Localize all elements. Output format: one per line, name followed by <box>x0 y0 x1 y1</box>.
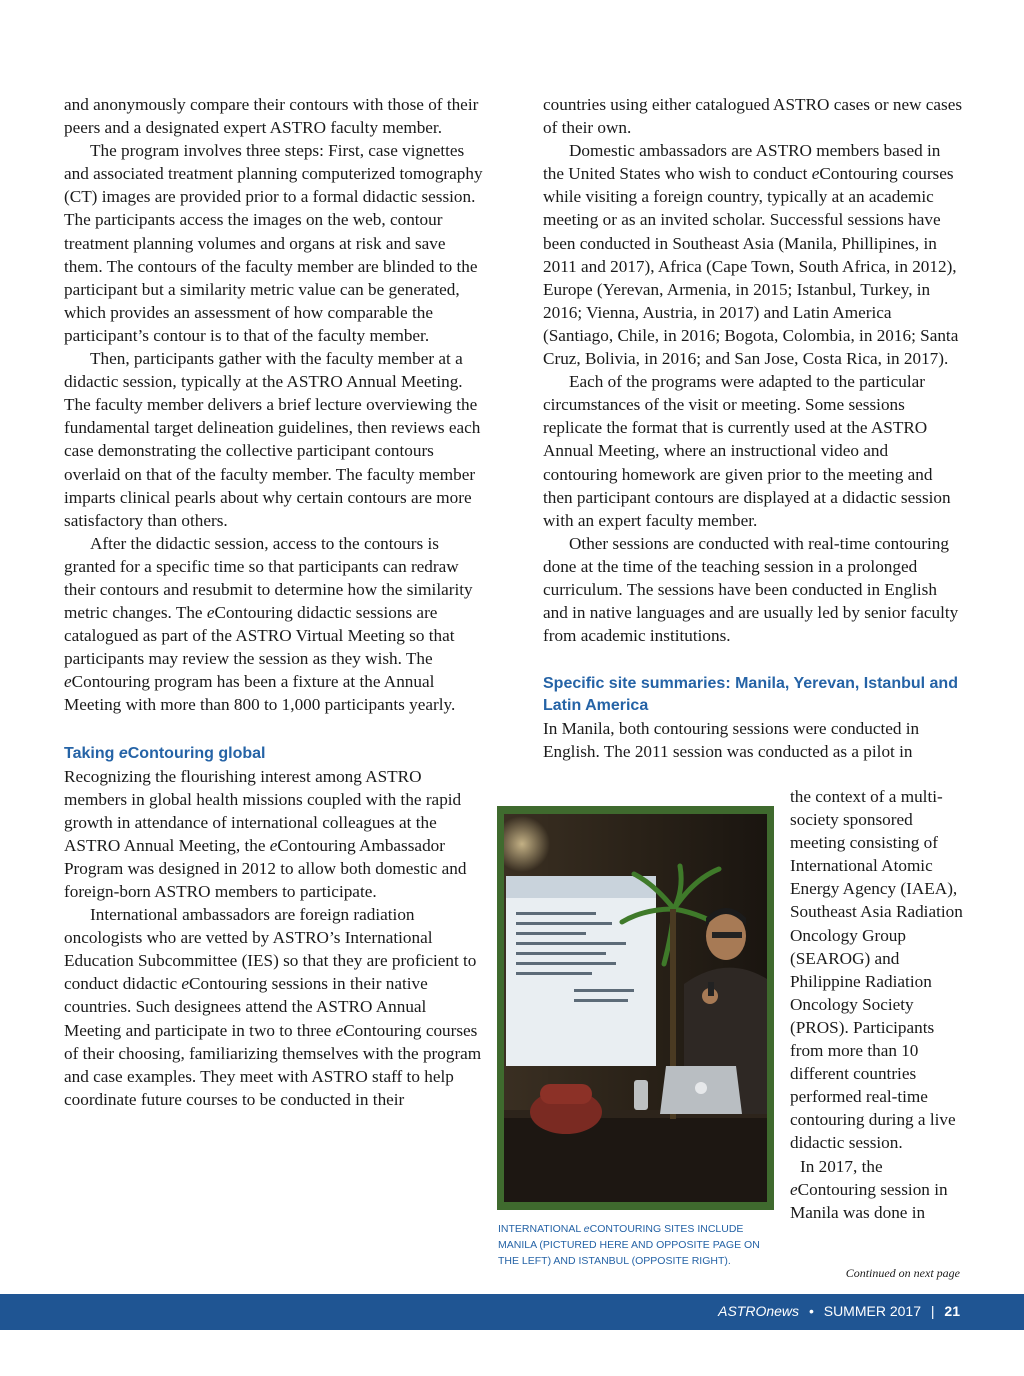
body-paragraph: In Manila, both contouring sessions were conducted in English. The 2011 session was conducted as a pilot in <box>543 719 920 762</box>
e-letter: e <box>790 1179 798 1199</box>
e-letter: e <box>118 744 128 762</box>
left-column <box>64 93 484 1111</box>
heading-run: Taking <box>64 744 119 762</box>
text-run: Contouring program has been a fixture at the Annual Meeting with more than 800 to 1,000 participants yearly. <box>64 672 456 715</box>
body-paragraph <box>64 532 484 717</box>
e-letter: e <box>583 1223 590 1235</box>
e-letter: e <box>64 672 72 692</box>
text-run: After the didactic session, access to the contours is granted for a specific time so that participants can redraw their contours and resubmit to determine how the similarity metric changes. The <box>64 533 473 623</box>
footer-bullet: • <box>808 1303 814 1319</box>
caption-run: CONTOURING SITES INCLUDE MANILA (PICTURED HERE AND OPPOSITE PAGE ON THE LEFT) AND ISTANBUL (OPPOSITE RIGHT). <box>498 1223 760 1267</box>
body-paragraph: Then, participants gather with the faculty member at a didactic session, typically at the ASTRO Annual Meeting. The faculty member delivers a brief lecture overviewing the fundamental target delineation guidelines, then reviews each case demonstrating the collective participant contours overlaid on that of the faculty member. The faculty member imparts clinical pearls about why certain contours are more satisfactory than others. <box>64 349 481 530</box>
body-paragraph <box>543 139 963 370</box>
section-heading <box>64 743 484 765</box>
text-run: Domestic ambassadors are ASTRO members based in the United States who wish to conduct <box>543 141 941 184</box>
body-paragraph: The program involves three steps: First, case vignettes and associated treatment planning computerized tomography (CT) images are provided prior to a formal didactic session. The participants access the images on the web, contour treatment planning volumes and organs at risk and save them. The contours of the faculty member are blinded to the participant but a similarity metric value can be generated, which provides an assessment of how comparable the participant’s contour is to that of the faculty member. <box>64 141 483 345</box>
continued-note: Continued on next page <box>845 1266 960 1280</box>
right-column <box>543 93 963 763</box>
section-heading: Specific site summaries: Manila, Yerevan, Istanbul and Latin America <box>543 675 958 715</box>
body-paragraph <box>790 1155 970 1224</box>
body-paragraph <box>64 903 484 1111</box>
text-run: Recognizing the flourishing interest among ASTRO members in global health missions coupled with the rapid growth in attendance of international colleagues at the ASTRO Annual Meeting, the <box>64 766 462 855</box>
text-run: Contouring courses while visiting a foreign country, typically at an academic meeting or as an invited scholar. Successful sessions have been conducted in Southeast Asia (Manila, Phillipines, in 2011 and 2017), Africa (Cape Town, South Africa, in 2012), Europe (Yerevan, Armenia, in 2015; Istanbul, Turkey, in 2016; Vienna, Austria, in 2017) and Latin America (Santiago, Chile, in 2016; Bogota, Colombia, in 2016; Santa Cruz, Bolivia, in 2016; and San Jose, Costa Rica, in 2017). <box>543 164 959 369</box>
issue-label: SUMMER 2017 <box>823 1303 921 1319</box>
e-letter: e <box>811 164 820 184</box>
e-letter: e <box>181 974 190 994</box>
body-paragraph <box>64 765 484 904</box>
photo-frame <box>497 806 774 1210</box>
e-letter: e <box>269 835 278 855</box>
publication-name: ASTROnews <box>718 1303 800 1319</box>
page-number: 21 <box>944 1303 960 1319</box>
text-run: Contouring courses of their choosing, familiarizing themselves with the program and case examples. They meet with ASTRO staff to help coordinate future courses to be conducted in their <box>64 1020 482 1109</box>
text-run: International ambassadors are foreign radiation oncologists who are vetted by ASTRO’s International Education Subcommittee (IES) so that they are proficient to conduct didactic <box>64 905 477 994</box>
body-paragraph: countries using either catalogued ASTRO cases or new cases of their own. <box>543 95 963 138</box>
photo-illustration <box>504 814 767 1202</box>
caption-run: INTERNATIONAL <box>498 1223 584 1235</box>
body-paragraph: Other sessions are conducted with real-time contouring done at the time of the teaching session in a prolonged curriculum. The sessions have been conducted in English and in native languages and are usually led by senior faculty from academic institutions. <box>543 533 959 646</box>
body-paragraph: the context of a multi-society sponsored meeting consisting of International Atomic Energy Agency (IAEA), Southeast Asia Radiation Oncology Group (SEAROG) and Philippine Radiation Oncology Society (PROS). Participants from more than 10 different countries performed real-time contouring during a live didactic session. <box>790 787 963 1153</box>
footer <box>718 1303 960 1319</box>
photo-caption <box>498 1221 768 1269</box>
text-run: Contouring didactic sessions are catalogued as part of the ASTRO Virtual Meeting so that participants may review the session as they wish. The <box>64 603 455 669</box>
body-paragraph: and anonymously compare their contours with those of their peers and a designated expert ASTRO faculty member. <box>64 95 479 138</box>
text-run: Contouring session in Manila was done in <box>790 1179 948 1222</box>
wrapped-text <box>790 785 970 1224</box>
e-letter: e <box>335 1020 344 1040</box>
speaker-photo <box>504 814 767 1202</box>
e-letter: e <box>206 603 215 623</box>
text-run: Contouring sessions in their native countries. Such designees attend the ASTRO Annual Meeting and participate in two to three <box>64 974 428 1040</box>
text-run: Contouring Ambassador Program was designed in 2012 to allow both domestic and foreign-born ASTRO members to participate. <box>64 835 467 901</box>
footer-divider: | <box>930 1303 935 1319</box>
text-run: In 2017, the <box>800 1156 883 1176</box>
body-paragraph: Each of the programs were adapted to the particular circumstances of the visit or meeting. Some sessions replicate the format that is currently used at the ASTRO Annual Meeting, where an instructional video and contouring homework are given prior to the meeting and then participant contours are displayed at a didactic session with an expert faculty member. <box>543 372 951 530</box>
heading-run: Contouring global <box>127 744 266 762</box>
